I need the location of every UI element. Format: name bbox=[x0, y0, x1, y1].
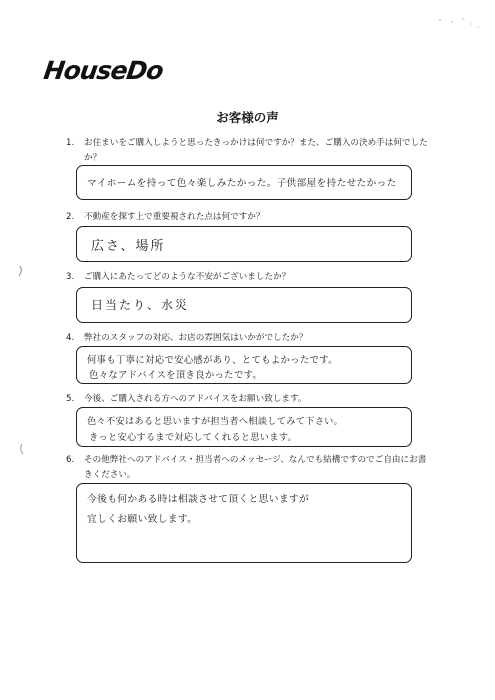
question-text: ご購入にあたってどのような不安がございましたか？ bbox=[84, 272, 291, 282]
answer-5-line-1: 色々不安はあると思いますが担当者へ相談してみて下さい。 bbox=[87, 416, 344, 427]
page-title: お客様の声 bbox=[216, 110, 279, 125]
scan-speck bbox=[19, 266, 21, 276]
scan-speck bbox=[462, 18, 463, 19]
answer-6-line-2: 宜しくお願い致します。 bbox=[87, 514, 198, 525]
answer-2-line-1: 広さ、場所 bbox=[91, 239, 166, 254]
question-text: 今後、ご購入される方へのアドバイスをお願い致します。 bbox=[84, 394, 307, 404]
question-number: 2. bbox=[66, 212, 75, 222]
question-number: 6. bbox=[66, 455, 75, 465]
housedo-logo: HouseDo bbox=[41, 56, 165, 85]
question-text: 弊社のスタッフの対応、お店の雰囲気はいかがでしたか？ bbox=[84, 333, 308, 343]
question-number: 4. bbox=[66, 333, 75, 343]
answer-4-line-1: 何事も丁寧に対応で安心感があり、とてもよかったです。 bbox=[87, 355, 338, 366]
scan-speck bbox=[21, 444, 23, 454]
scan-speck bbox=[477, 26, 478, 27]
question-number: 3. bbox=[66, 272, 75, 282]
scan-speck bbox=[451, 21, 452, 22]
answer-3-line-1: 日当たり、水災 bbox=[91, 298, 190, 312]
question-number: 1. bbox=[66, 138, 75, 148]
answer-6-line-1: 今後も何かある時は相談させて頂くと思いますが bbox=[87, 494, 310, 505]
question-text: その他弊社へのアドバイス・担当者へのメッセージ、なんでも結構ですのでご自由にお書きください。 bbox=[84, 455, 427, 480]
question-text: お住まいをご購入しようと思ったきっかけは何ですか？また、ご購入の決め手は何でしたか？ bbox=[84, 138, 428, 163]
scan-speck bbox=[439, 19, 441, 21]
question-text: 不動産を探す上で重要視された点は何ですか？ bbox=[84, 212, 265, 222]
question-number: 5. bbox=[66, 394, 75, 404]
scan-speck bbox=[470, 23, 471, 24]
answer-4-line-2: 色々なアドバイスを頂き良かったです。 bbox=[89, 370, 263, 381]
answer-5-line-2: きっと安心するまで対応してくれると思います。 bbox=[89, 432, 297, 443]
answer-1-line-1: マイホームを持って色々楽しみたかった。子供部屋を持たせたかった bbox=[87, 178, 397, 189]
